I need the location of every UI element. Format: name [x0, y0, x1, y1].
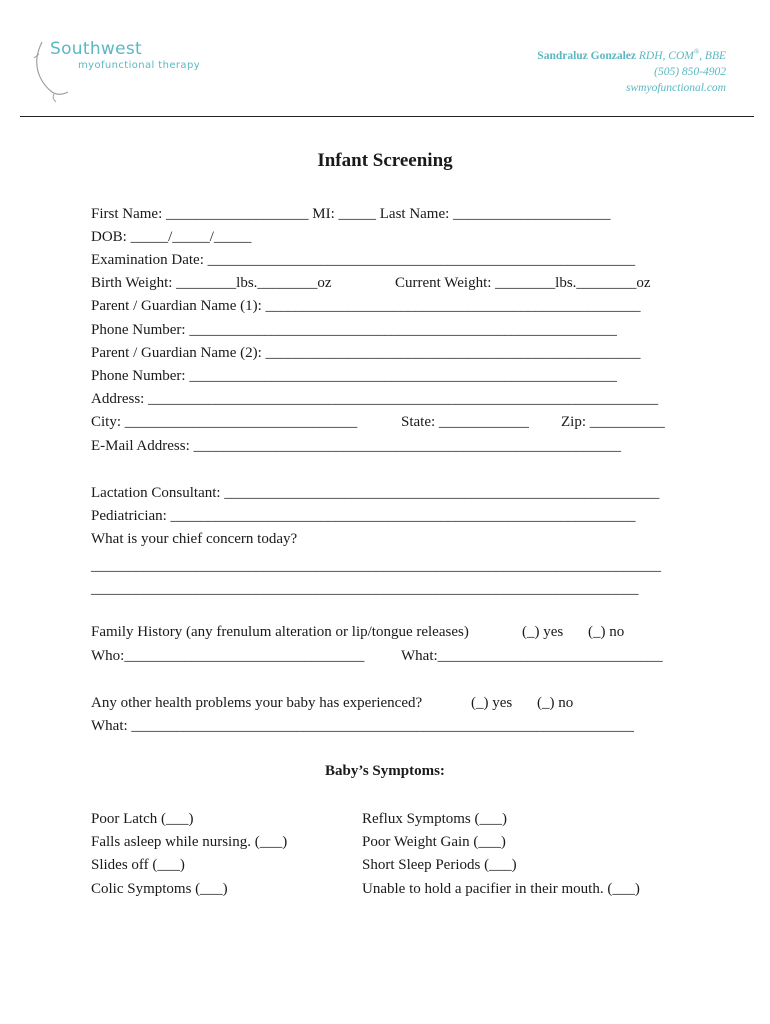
contact-block — [537, 44, 726, 96]
logo-title: Southwest — [50, 39, 142, 59]
exam-date-field[interactable]: Examination Date: _________________________________________________________ — [91, 252, 636, 268]
symptom-reflux[interactable]: Reflux Symptoms (___) — [362, 811, 507, 827]
family-history-yes[interactable]: (_) yes — [522, 624, 564, 640]
symptom-poor-latch[interactable]: Poor Latch (___) — [91, 811, 194, 827]
company-logo — [30, 36, 220, 102]
symptom-short-sleep[interactable]: Short Sleep Periods (___) — [362, 857, 517, 873]
chief-concern-label: What is your chief concern today? — [91, 531, 298, 547]
symptom-colic[interactable]: Colic Symptoms (___) — [91, 881, 228, 897]
contact-phone: (505) 850-4902 — [654, 65, 726, 78]
guardian-2-field[interactable]: Parent / Guardian Name (2): __________________________________________________ — [91, 345, 641, 361]
city-field[interactable]: City: _______________________________ — [91, 414, 358, 430]
other-health-no[interactable]: (_) no — [537, 695, 574, 711]
phone-1-field[interactable]: Phone Number: _________________________________________________________ — [91, 322, 617, 338]
family-history-label: Family History (any frenulum alteration or lip/tongue releases) — [91, 624, 469, 640]
email-field[interactable]: E-Mail Address: _________________________________________________________ — [91, 438, 621, 454]
registered-mark: ® — [693, 48, 700, 56]
contact-name: Sandraluz Gonzalez — [537, 49, 637, 62]
symptom-pacifier[interactable]: Unable to hold a pacifier in their mouth. (___) — [362, 881, 640, 897]
other-health-label: Any other health problems your baby has experienced? — [91, 695, 423, 711]
page-title: Infant Screening — [317, 150, 453, 171]
symptom-falls-asleep[interactable]: Falls asleep while nursing. (___) — [91, 834, 288, 850]
concern-answer-line-2[interactable]: _________________________________________________________________________ — [91, 581, 639, 597]
current-weight-field[interactable]: Current Weight: ________lbs.________oz — [395, 275, 651, 291]
logo-subtitle: myofunctional therapy — [78, 60, 201, 71]
contact-credentials: RDH, COM — [638, 49, 694, 62]
pediatrician-field[interactable]: Pediatrician: ______________________________________________________________ — [91, 508, 636, 524]
address-field[interactable]: Address: ____________________________________________________________________ — [91, 391, 659, 407]
family-what-field[interactable]: What:______________________________ — [401, 648, 663, 664]
symptom-slides-off[interactable]: Slides off (___) — [91, 857, 185, 873]
letterhead — [0, 0, 770, 120]
family-who-field[interactable]: Who:________________________________ — [91, 648, 365, 664]
phone-2-field[interactable]: Phone Number: _________________________________________________________ — [91, 368, 617, 384]
first-name-field[interactable]: First Name: ___________________ MI: _____ Last Name: _____________________ — [91, 206, 611, 222]
family-history-no[interactable]: (_) no — [588, 624, 625, 640]
symptoms-heading: Baby’s Symptoms: — [325, 763, 445, 779]
contact-website: swmyofunctional.com — [626, 81, 726, 94]
lactation-consultant-field[interactable]: Lactation Consultant: __________________________________________________________ — [91, 485, 660, 501]
state-field[interactable]: State: ____________ — [401, 414, 529, 430]
symptom-poor-weight-gain[interactable]: Poor Weight Gain (___) — [362, 834, 506, 850]
birth-weight-field[interactable]: Birth Weight: ________lbs.________oz — [91, 275, 332, 291]
header-divider — [20, 116, 754, 117]
other-health-yes[interactable]: (_) yes — [471, 695, 513, 711]
guardian-1-field[interactable]: Parent / Guardian Name (1): __________________________________________________ — [91, 298, 641, 314]
other-health-what-field[interactable]: What: ___________________________________________________________________ — [91, 718, 634, 734]
contact-name-line — [537, 44, 726, 64]
concern-answer-line-1[interactable]: ____________________________________________________________________________ — [91, 558, 661, 574]
contact-suffix: , BBE — [699, 49, 726, 62]
zip-field[interactable]: Zip: __________ — [561, 414, 665, 430]
dob-field[interactable]: DOB: _____/_____/_____ — [91, 229, 252, 245]
